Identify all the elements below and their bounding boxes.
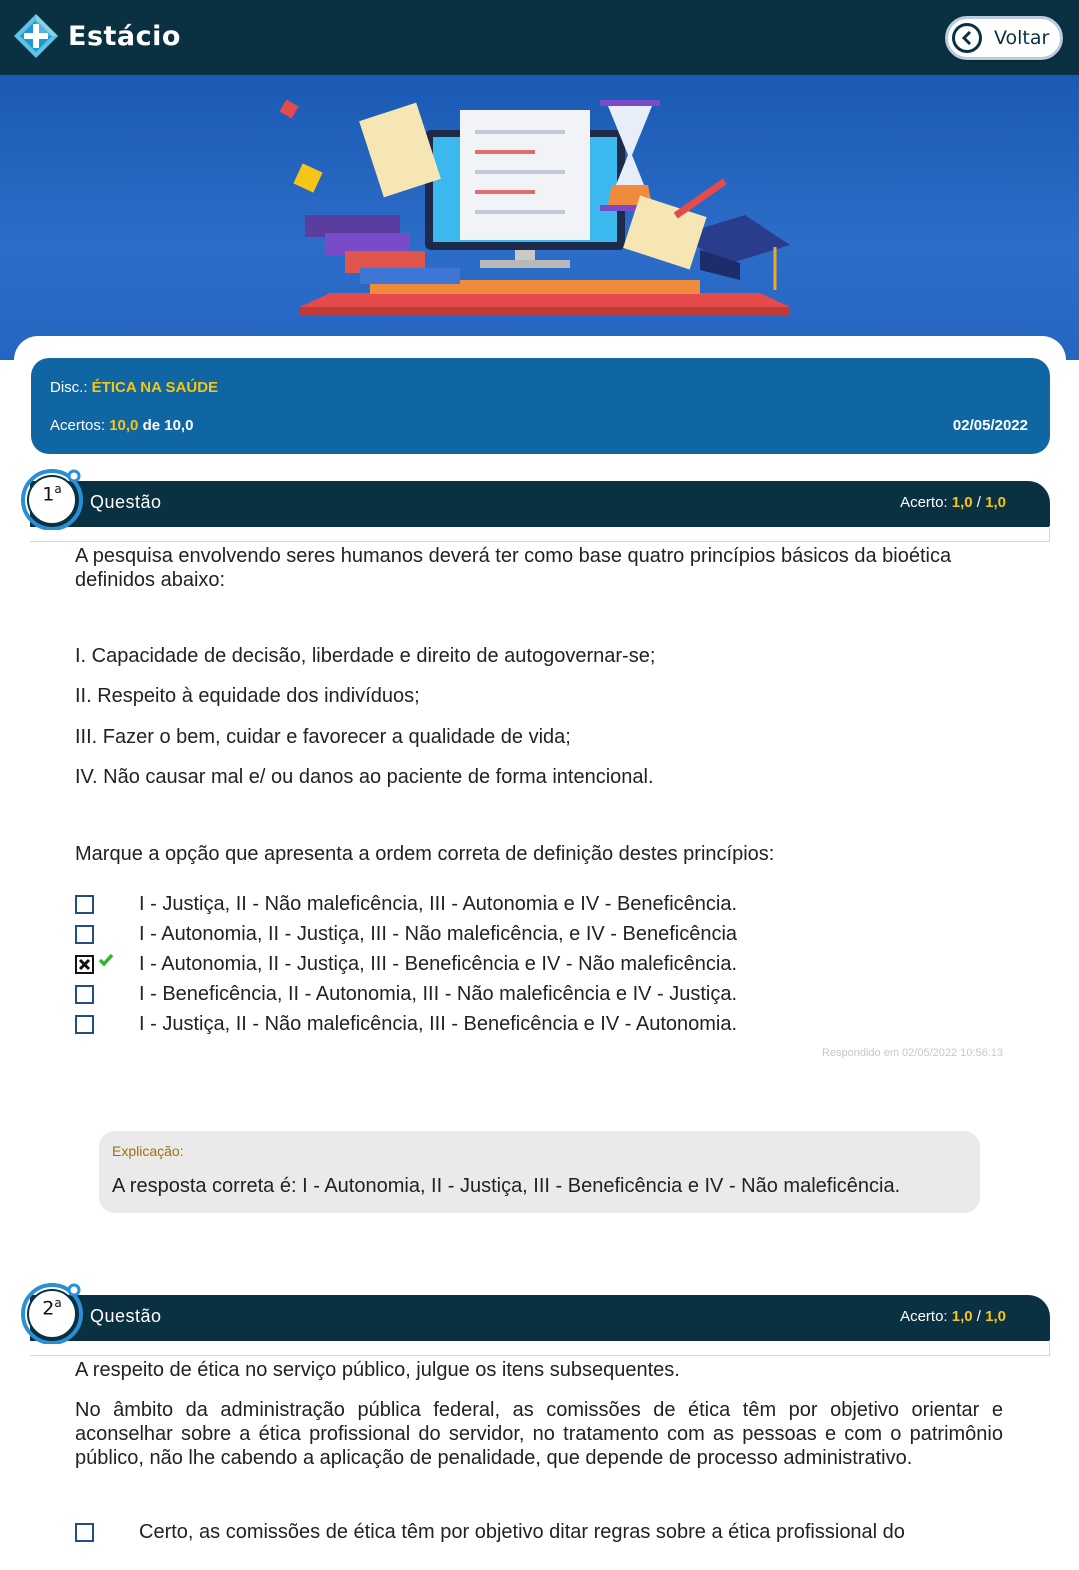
exam-date: 02/05/2022: [952, 417, 1028, 434]
discipline-name: ÉTICA NA SAÚDE: [91, 379, 219, 396]
option-label: I - Justiça, II - Não maleficência, III - Beneficência e IV - Autonomia.: [139, 1013, 738, 1035]
acertos-value: 10,0: [109, 417, 139, 434]
option-checkbox[interactable]: [75, 985, 94, 1004]
acertos-label: Acertos:: [50, 417, 106, 434]
question-1-intro: A pesquisa envolvendo seres humanos deverá ter como base quatro princípios básicos da bioética definidos abaixo:: [75, 545, 952, 591]
question-2-divider: [30, 1355, 1050, 1356]
question-2-divider-edge: [1049, 1340, 1050, 1356]
question-2-score: [900, 1308, 1006, 1325]
question-2-number: 2$^a$: [42, 1296, 62, 1320]
question-2-score-label: Acerto:: [900, 1308, 948, 1325]
option-checkbox[interactable]: [75, 1523, 94, 1542]
question-1-explanation-box: [99, 1131, 980, 1213]
question-1-score-sep: /: [972, 494, 986, 511]
question-1-title: Questão: [90, 492, 162, 512]
question-1-number: 1$^a$: [42, 482, 62, 506]
question-1-divider: [30, 541, 1050, 542]
question-2-number-badge: [20, 1280, 84, 1344]
discipline-label: Disc.:: [50, 379, 88, 396]
option-label: Certo, as comissões de ética têm por objetivo ditar regras sobre a ética profissional do: [139, 1521, 905, 1543]
explanation-text: A resposta correta é: I - Autonomia, II - Justiça, III - Beneficência e IV - Não maleficência.: [112, 1175, 901, 1197]
question-1-item-2: II. Respeito à equidade dos indivíduos;: [75, 685, 420, 707]
option-checkbox[interactable]: [75, 895, 94, 914]
question-1-option-3[interactable]: [75, 952, 738, 976]
question-2-option-1[interactable]: [75, 1520, 905, 1544]
correct-check-icon: [98, 953, 114, 967]
question-1-item-1: I. Capacidade de decisão, liberdade e direito de autogovernar-se;: [75, 645, 656, 667]
question-2-score-sep: /: [972, 1308, 986, 1325]
question-1-score-label: Acerto:: [900, 494, 948, 511]
chevron-left-icon: [952, 23, 982, 53]
question-1-item-4: IV. Não causar mal e/ ou danos ao paciente de forma intencional.: [75, 766, 654, 788]
estacio-logo[interactable]: [12, 12, 181, 60]
question-1-divider-edge: [1049, 526, 1050, 542]
explanation-label: Explicação:: [112, 1143, 184, 1159]
question-1-header: [30, 481, 1050, 527]
x-mark-icon: [78, 958, 91, 971]
question-2-intro: A respeito de ética no serviço público, julgue os itens subsequentes.: [75, 1359, 680, 1381]
back-button-label: Voltar: [994, 27, 1050, 49]
option-checkbox[interactable]: [75, 925, 94, 944]
option-label: I - Beneficência, II - Autonomia, III - Não maleficência e IV - Justiça.: [139, 983, 738, 1005]
question-1-score-total: 1,0: [985, 494, 1006, 511]
acertos-total: de 10,0: [142, 417, 194, 434]
discipline-info-card: [31, 358, 1050, 454]
option-checkbox[interactable]: [75, 1015, 94, 1034]
option-label: I - Autonomia, II - Justiça, III - Não maleficência, e IV - Beneficência: [139, 923, 738, 945]
question-1-answered-timestamp: Respondido em 02/05/2022 10:56:13: [821, 1047, 1003, 1059]
brand-name: Estácio: [68, 20, 181, 52]
top-bar: [0, 0, 1079, 75]
option-label: I - Justiça, II - Não maleficência, III - Autonomia e IV - Beneficência.: [139, 893, 738, 915]
question-1-item-3: III. Fazer o bem, cuidar e favorecer a qualidade de vida;: [75, 726, 571, 748]
question-1-prompt: Marque a opção que apresenta a ordem correta de definição destes princípios:: [75, 843, 775, 865]
question-2-title: Questão: [90, 1306, 162, 1326]
question-1-number-badge: [20, 466, 84, 530]
option-label: I - Autonomia, II - Justiça, III - Beneficência e IV - Não maleficência.: [139, 953, 738, 975]
option-checkbox-checked[interactable]: [75, 955, 94, 974]
question-1-option-5[interactable]: [75, 1012, 738, 1036]
hero-banner: [0, 75, 1079, 360]
question-1-option-2[interactable]: [75, 922, 738, 946]
question-1-score: [900, 494, 1006, 511]
question-1-option-4[interactable]: [75, 982, 738, 1006]
study-illustration: [0, 75, 1079, 360]
back-button[interactable]: [945, 16, 1063, 60]
discipline-row: [50, 379, 218, 396]
question-1-option-1[interactable]: [75, 892, 738, 916]
question-2-score-total: 1,0: [985, 1308, 1006, 1325]
question-2-header: [30, 1295, 1050, 1341]
question-2-statement: No âmbito da administração pública federal, as comissões de ética têm por objetivo orientar e aconselhar sobre a ética profissional do servidor, no tratamento com as pessoas e com o patrimônio público, não lhe cabendo a aplicação de penalidade, que depende de processo administrativo.: [75, 1399, 1003, 1469]
estacio-logo-icon: [12, 12, 60, 60]
question-2-score-value: 1,0: [951, 1308, 973, 1325]
score-row: [50, 417, 193, 434]
question-1-score-value: 1,0: [951, 494, 973, 511]
